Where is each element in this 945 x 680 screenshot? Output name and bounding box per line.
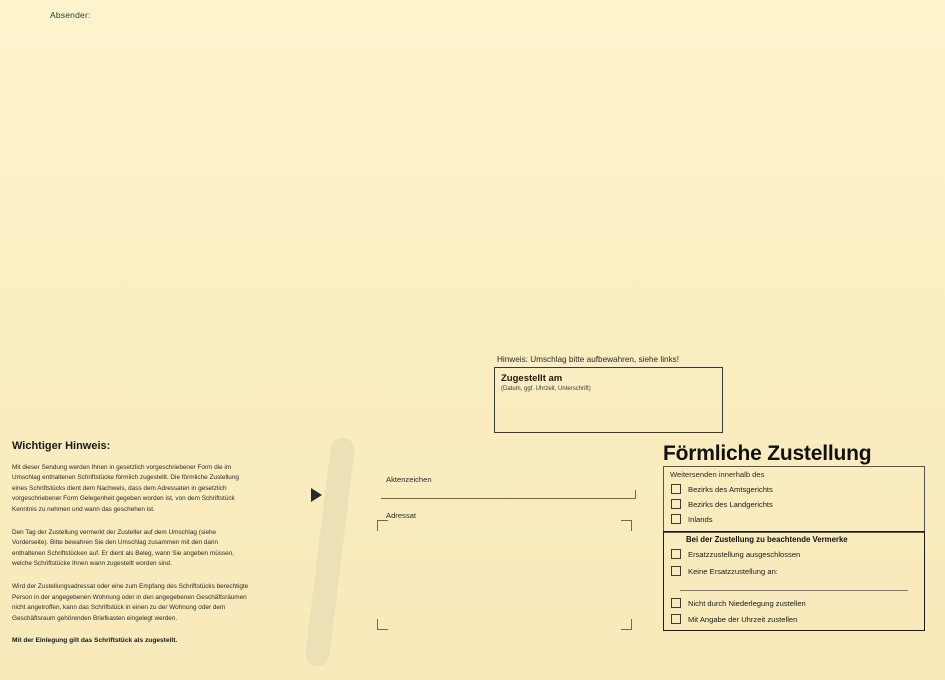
- corner-mark-top-left: [377, 520, 388, 531]
- checkbox-icon[interactable]: [671, 484, 681, 494]
- delivered-on-title: Zugestellt am: [501, 373, 563, 384]
- case-number-label: Aktenzeichen: [386, 475, 432, 484]
- checkbox-icon[interactable]: [671, 614, 681, 624]
- notice-paragraph-2: Den Tag der Zustellung vermerkt der Zusteller auf dem Umschlag (siehe Vorderseite). Bitte bewahren Sie den Umschlag zusammen mit den darin enthaltenen Schriftstücken auf. Er dient als Beleg, wann Sie angeben müssen, welche Schriftstücke Ihnen wann zugestellt worden sind.: [12, 528, 235, 567]
- checkbox-label: Keine Ersatzzustellung an:: [688, 566, 778, 576]
- addressee-label: Adressat: [386, 511, 416, 520]
- checkbox-row-amtsgericht[interactable]: [671, 484, 773, 494]
- page-title: Förmliche Zustellung: [663, 442, 872, 465]
- envelope-note-text: Hinweis: Umschlag bitte aufbewahren, siehe links!: [497, 355, 680, 364]
- checkbox-label: Mit Angabe der Uhrzeit zustellen: [688, 614, 798, 624]
- checkbox-icon[interactable]: [671, 549, 681, 559]
- checkbox-icon[interactable]: [671, 566, 681, 576]
- remarks-section-title: Bei der Zustellung zu beachtende Vermerke: [686, 535, 848, 544]
- addressee-input[interactable]: [377, 520, 632, 630]
- delivered-on-subtitle: (Datum, ggf. Uhrzeit, Unterschrift): [501, 386, 591, 392]
- checkbox-label: Ersatzzustellung ausgeschlossen: [688, 549, 801, 559]
- checkbox-label: Bezirks des Amtsgerichts: [688, 484, 773, 494]
- notice-heading: Wichtiger Hinweis:: [12, 440, 111, 452]
- notice-paragraph-3: Wird der Zustellungsadressat oder eine zum Empfang des Schriftstücks berechtigte Person in der angegebenen Wohnung oder in den angegebenen Geschäftsräumen nicht angetroffen, kann das Schriftstück in einen zu der Wohnung oder dem Geschäftsraum gehörenden Briefkasten eingelegt werden.: [12, 583, 249, 622]
- important-notice-block: [12, 440, 252, 644]
- checkbox-icon[interactable]: [671, 514, 681, 524]
- checkbox-label: Bezirks des Landgerichts: [688, 499, 773, 509]
- checkbox-row-keine-ersatzzustellung[interactable]: [671, 566, 778, 576]
- remarks-write-in-line[interactable]: [680, 590, 908, 591]
- checkbox-label: Inlands: [688, 514, 713, 524]
- checkbox-icon[interactable]: [671, 499, 681, 509]
- checkbox-row-landgericht[interactable]: [671, 499, 773, 509]
- checkbox-row-nicht-niederlegung[interactable]: [671, 598, 806, 608]
- checkbox-row-inland[interactable]: [671, 514, 713, 524]
- arrow-right-icon: [311, 488, 322, 502]
- fold-strip: [304, 436, 356, 667]
- notice-final-line: Mit der Einlegung gilt das Schriftstück als zugestellt.: [12, 636, 178, 644]
- forward-section-title: Weitersenden innerhalb des: [670, 470, 765, 479]
- notice-paragraph-1: Mit dieser Sendung werden Ihnen in gesetzlich vorgeschriebener Form die im Umschlag enthaltenen Schriftstücke förmlich zugestellt. Die förmliche Zustellung eines Schriftstücks dient dem Nachweis, dass dem Adressaten in gesetzlich vorgeschriebener Form Gelegenheit gegeben worden ist, von dem Schriftstück Kenntnis zu nehmen und wann das geschehen ist.: [12, 464, 239, 513]
- sender-label: Absender:: [50, 10, 91, 20]
- delivered-on-box[interactable]: [494, 367, 723, 433]
- checkbox-row-ersatzzustellung-ausgeschlossen[interactable]: [671, 549, 800, 559]
- checkbox-icon[interactable]: [671, 598, 681, 608]
- corner-mark-bottom-left: [377, 619, 388, 630]
- case-number-input[interactable]: [381, 498, 636, 499]
- checkbox-label: Nicht durch Niederlegung zustellen: [688, 598, 806, 608]
- checkbox-row-mit-uhrzeit[interactable]: [671, 614, 797, 624]
- corner-mark-bottom-right: [621, 619, 632, 630]
- corner-mark-top-right: [621, 520, 632, 531]
